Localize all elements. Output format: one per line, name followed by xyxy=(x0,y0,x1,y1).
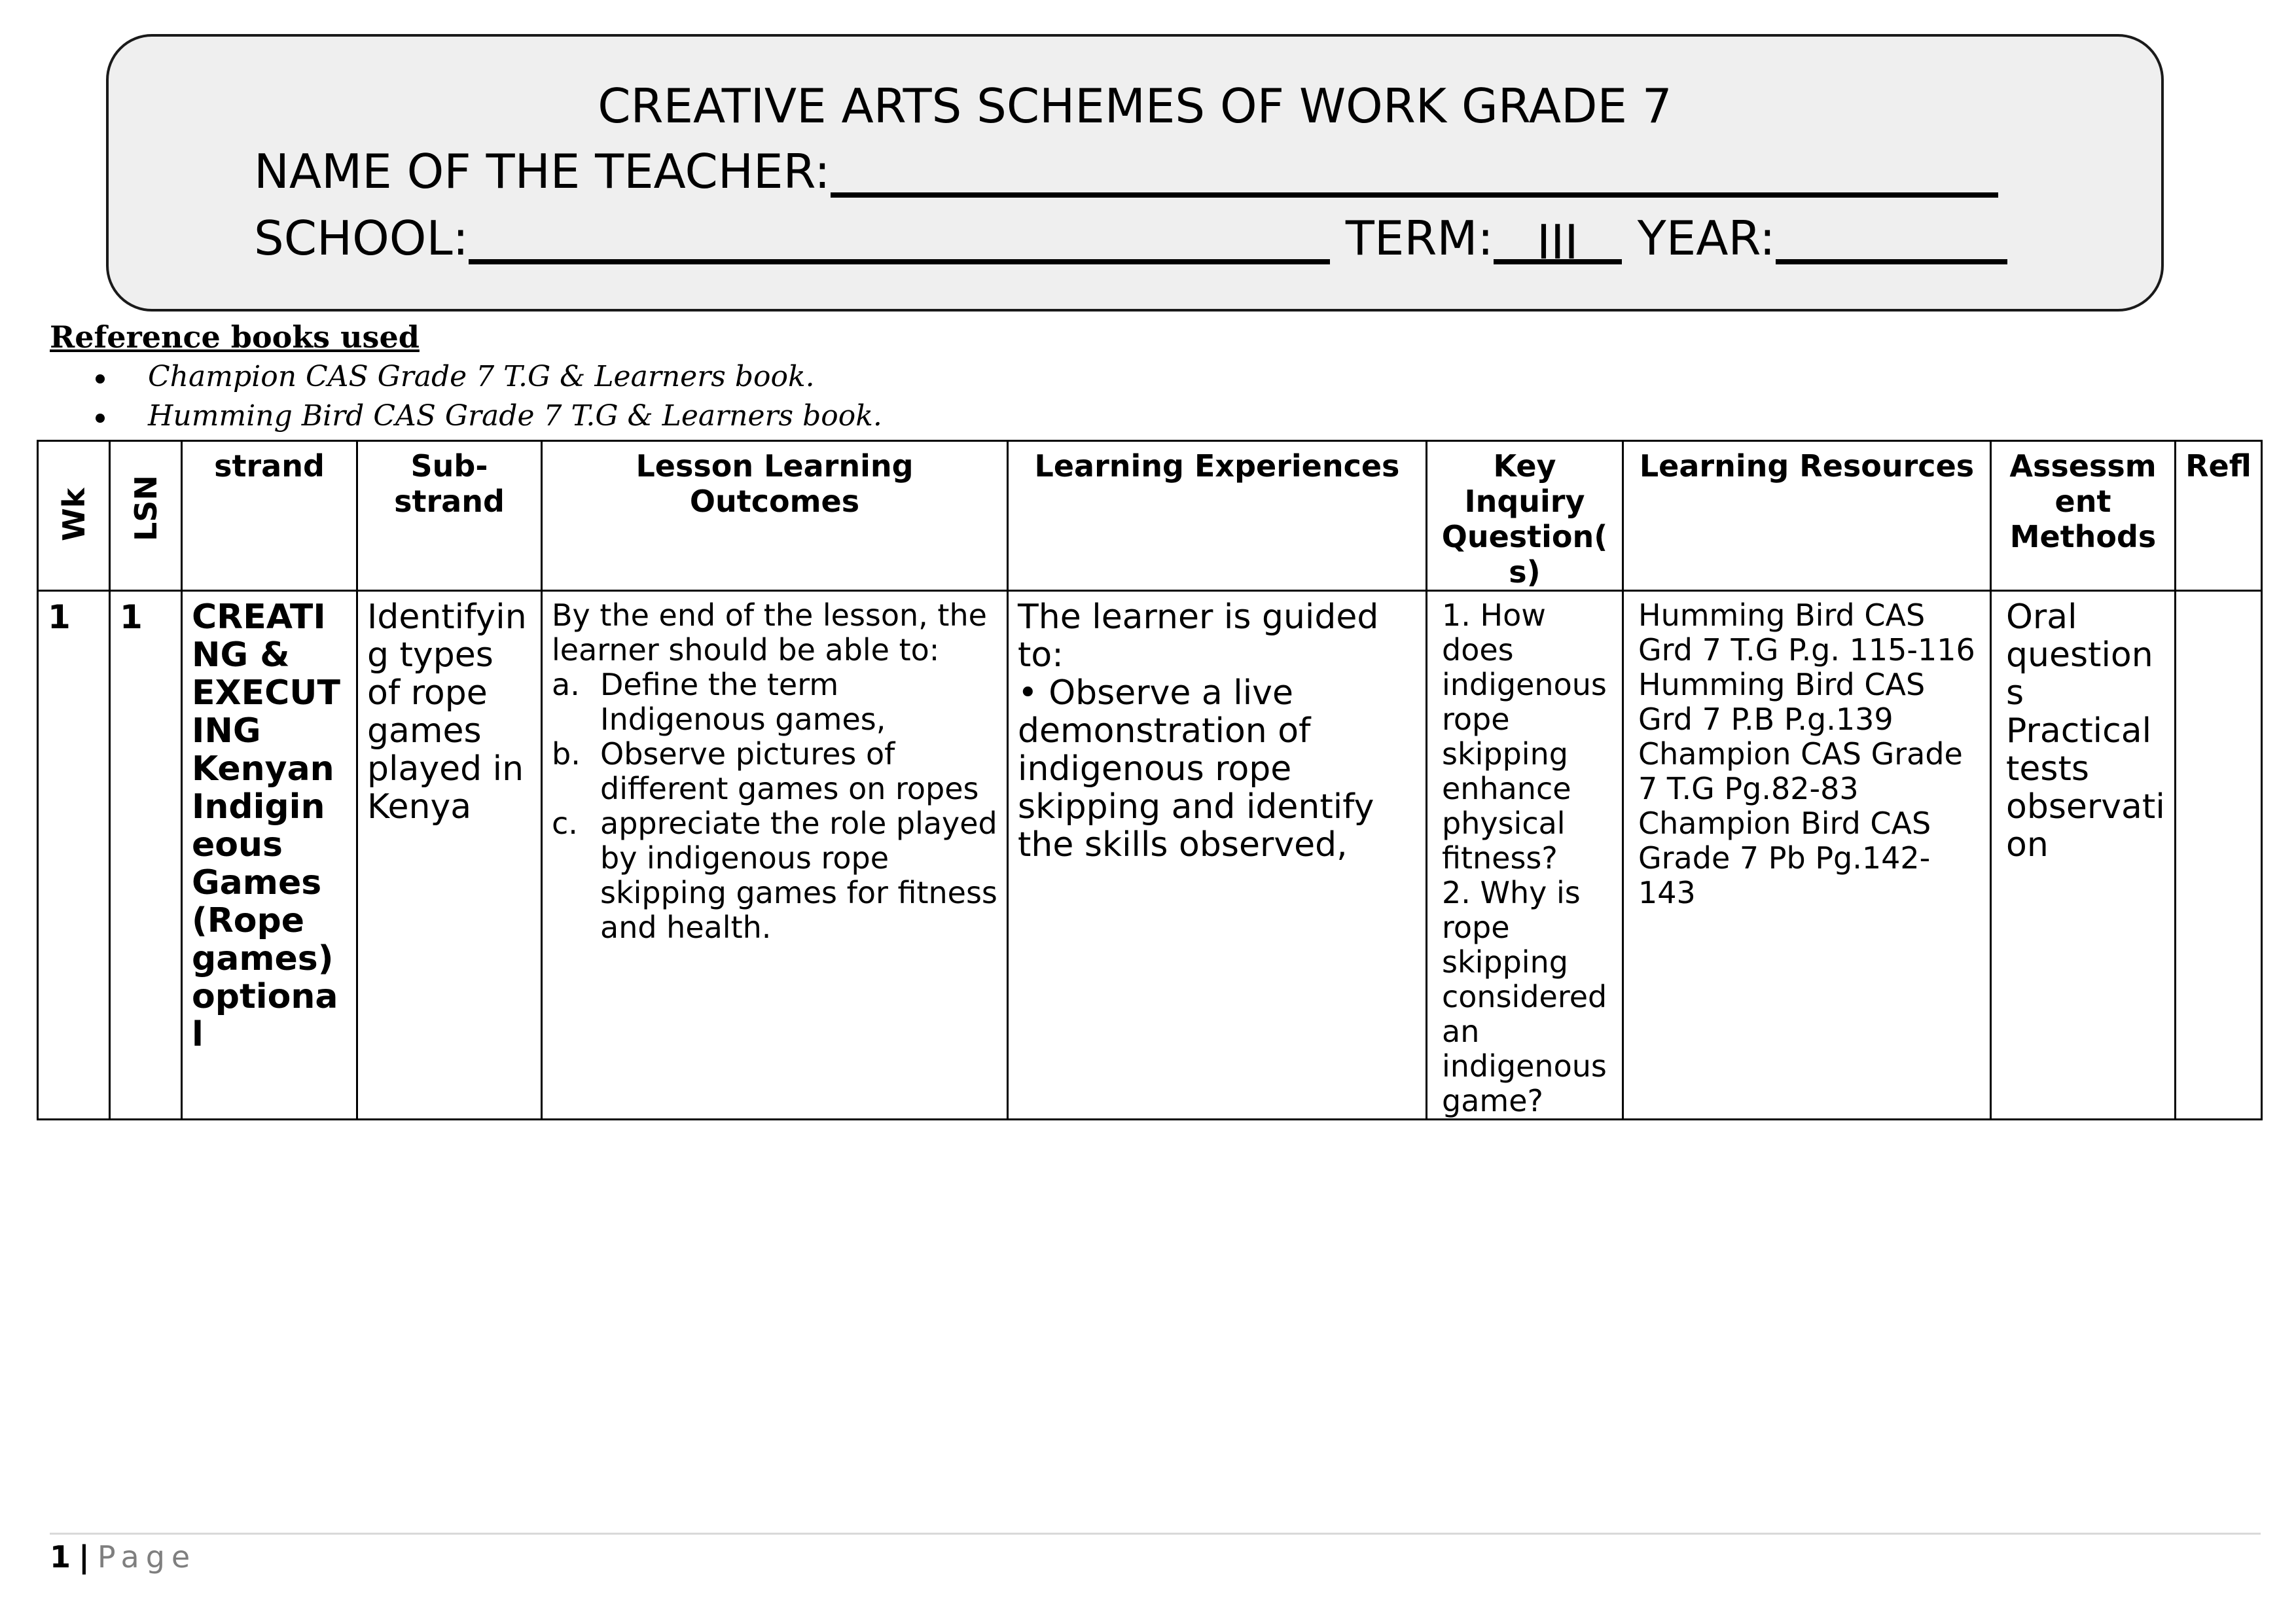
cell-strand: CREATING & EXECUTING Kenyan Indigineous Games (Rope games) optional xyxy=(182,591,357,1120)
term-label: TERM: xyxy=(1345,211,1494,266)
header-wk xyxy=(38,441,110,591)
term-field[interactable] xyxy=(1494,215,1622,270)
assessment-item: Practical tests xyxy=(2006,711,2152,789)
inquiry-question: 1. How does indigenous rope skipping enhance physical fitness? xyxy=(1442,597,1607,876)
year-label: YEAR: xyxy=(1637,211,1776,266)
experience-item: • Observe a live demonstration of indigenous rope skipping and identify the skills observed, xyxy=(1018,673,1374,865)
outcome-letter: a. xyxy=(552,667,580,702)
outcome-text: Observe pictures of different games on ropes xyxy=(600,736,979,806)
outcome-letter: c. xyxy=(552,806,578,841)
teacher-label: NAME OF THE TEACHER: xyxy=(254,144,831,199)
list-item xyxy=(552,737,997,806)
term-value: III xyxy=(1536,215,1579,270)
document-title: CREATIVE ARTS SCHEMES OF WORK GRADE 7 xyxy=(598,79,1672,134)
outcome-text: Define the term Indigenous games, xyxy=(600,667,886,737)
resource-item: Champion CAS Grade 7 T.G Pg.82-83 xyxy=(1638,736,1963,806)
header-reflection: Refl xyxy=(2176,441,2262,591)
header-inquiry: Key Inquiry Question(s) xyxy=(1427,441,1623,591)
assessment-item: Oral questions xyxy=(2006,597,2153,713)
assessment-item: observation xyxy=(2006,787,2165,865)
cell-experiences xyxy=(1008,591,1427,1120)
cell-resources xyxy=(1623,591,1991,1120)
bullet-icon xyxy=(96,374,105,383)
bullet-icon xyxy=(96,414,105,423)
header-experiences: Learning Experiences xyxy=(1008,441,1427,591)
header-lsn xyxy=(110,441,182,591)
page-footer xyxy=(50,1541,196,1574)
reference-book: Humming Bird CAS Grade 7 T.G & Learners book. xyxy=(148,399,882,433)
teacher-name-field[interactable] xyxy=(831,153,1998,198)
header-box xyxy=(106,34,2164,312)
outcome-text: appreciate the role played by indigenous rope skipping games for fitness and health. xyxy=(600,806,997,945)
header-assessment: Assessment Methods xyxy=(1991,441,2176,591)
resource-item: Humming Bird CAS Grd 7 P.B P.g.139 xyxy=(1638,667,1926,737)
year-field[interactable] xyxy=(1776,220,2007,264)
page-number: 1 xyxy=(50,1539,71,1575)
outcome-letter: b. xyxy=(552,736,581,772)
school-term-year-line xyxy=(254,211,2007,270)
footer-separator: | xyxy=(79,1539,90,1575)
header-lsn-label: LSN xyxy=(128,475,164,541)
table-row xyxy=(38,591,2262,1120)
footer-divider xyxy=(50,1533,2261,1535)
cell-reflection xyxy=(2176,591,2262,1120)
list-item xyxy=(552,668,997,737)
reference-book: Champion CAS Grade 7 T.G & Learners book. xyxy=(148,360,815,393)
page-label: Page xyxy=(97,1539,197,1575)
header-strand: strand xyxy=(182,441,357,591)
cell-wk: 1 xyxy=(38,591,110,1120)
scheme-of-work-table xyxy=(37,440,2263,1120)
cell-outcomes xyxy=(542,591,1008,1120)
cell-substrand: Identifying types of rope games played in Kenya xyxy=(357,591,542,1120)
cell-assessment xyxy=(1991,591,2176,1120)
cell-lsn: 1 xyxy=(110,591,182,1120)
header-resources: Learning Resources xyxy=(1623,441,1991,591)
reference-books-heading: Reference books used xyxy=(50,319,420,355)
header-outcomes: Lesson Learning Outcomes xyxy=(542,441,1008,591)
school-name-field[interactable] xyxy=(469,220,1330,264)
outcomes-intro: By the end of the lesson, the learner should be able to: xyxy=(552,597,987,668)
header-wk-label: Wk xyxy=(56,488,92,541)
school-label: SCHOOL: xyxy=(254,211,469,266)
experiences-intro: The learner is guided to: xyxy=(1018,597,1379,675)
inquiry-question: 2. Why is rope skipping considered an indigenous game? xyxy=(1442,875,1607,1118)
outcomes-list xyxy=(552,668,997,945)
table-header-row xyxy=(38,441,2262,591)
resource-item: Champion Bird CAS Grade 7 Pb Pg.142-143 xyxy=(1638,806,1931,910)
teacher-line xyxy=(254,144,1998,199)
cell-inquiry xyxy=(1427,591,1623,1120)
list-item xyxy=(552,806,997,945)
header-substrand: Sub-strand xyxy=(357,441,542,591)
resource-item: Humming Bird CAS Grd 7 T.G P.g. 115-116 xyxy=(1638,597,1975,668)
